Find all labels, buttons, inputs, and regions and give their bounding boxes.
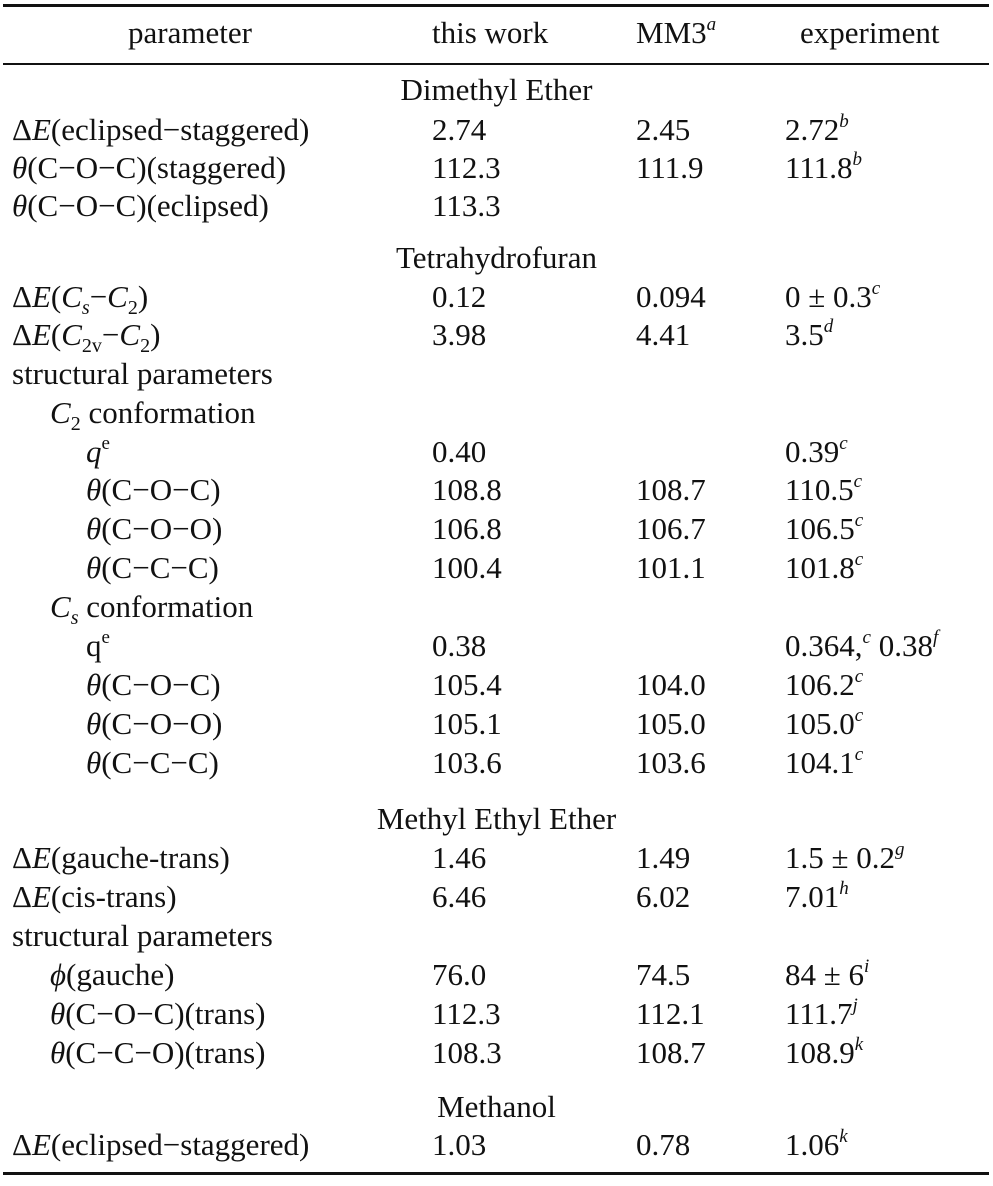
table-row xyxy=(0,877,993,917)
table-row xyxy=(0,665,993,705)
mm3-value: 106.7 xyxy=(636,511,706,546)
this-work-value: 2.74 xyxy=(432,112,487,147)
this-work-value: 113.3 xyxy=(432,188,501,223)
mm3-value: 103.6 xyxy=(636,745,706,780)
this-work-value: 103.6 xyxy=(432,745,502,780)
subheading-cs-conformation: $C_s$ conformation xyxy=(50,589,254,629)
parameter-label: $q^e$ xyxy=(86,627,110,663)
mm3-value: 4.41 xyxy=(636,317,691,352)
mm3-value: 0.78 xyxy=(636,1127,691,1162)
this-work-value: 76.0 xyxy=(432,957,487,992)
table-row xyxy=(0,393,993,433)
parameter-label: θ(C−O−C)(trans) xyxy=(50,996,266,1031)
this-work-value: 108.3 xyxy=(432,1035,502,1070)
table-row xyxy=(0,994,993,1034)
experiment-value: $84 \pm 6^i$ xyxy=(785,956,870,992)
parameter-label: $q^e$ xyxy=(86,433,110,469)
experiment-value: 1.5 ± 0.2$^g$ xyxy=(785,839,905,875)
this-work-value: 1.03 xyxy=(432,1127,487,1162)
this-work-value: 108.8 xyxy=(432,472,502,507)
parameter-label: θ(C−C−O)(trans) xyxy=(50,1035,266,1070)
parameter-label: ϕ(gauche) xyxy=(50,957,175,992)
section-heading-tetrahydrofuran: Tetrahydrofuran xyxy=(396,240,597,275)
header-parameter: parameter xyxy=(128,15,252,50)
experiment-value: 0.364,$^c$ 0.38$^f$ xyxy=(785,627,939,663)
table-row xyxy=(0,626,993,666)
table-row xyxy=(0,277,993,317)
section-heading-methanol: Methanol xyxy=(437,1089,556,1124)
mm3-value: 0.094 xyxy=(636,279,706,314)
section-heading-dimethyl-ether: Dimethyl Ether xyxy=(400,72,593,107)
this-work-value: 106.8 xyxy=(432,511,502,546)
table-row xyxy=(0,587,993,627)
this-work-value: 100.4 xyxy=(432,550,502,585)
mm3-value: 111.9 xyxy=(636,150,704,185)
experiment-value: 0 ± 0.3$^c$ xyxy=(785,278,881,314)
this-work-value: 6.46 xyxy=(432,879,487,914)
mm3-value: 1.49 xyxy=(636,840,691,875)
mm3-value: 108.7 xyxy=(636,472,706,507)
parameter-label: $\Delta E(C_{2v}-C_2)$ xyxy=(12,317,161,357)
table-row xyxy=(0,838,993,878)
mm3-value: 105.0 xyxy=(636,706,706,741)
experiment-value: 111.8$^b$ xyxy=(785,149,862,185)
parameter-label: θ(C−O−C)(staggered) xyxy=(12,150,287,185)
table-row xyxy=(0,315,993,355)
experiment-value: 106.5$^c$ xyxy=(785,510,864,546)
table-row xyxy=(0,743,993,783)
table-bottom-rule xyxy=(3,1172,989,1175)
parameter-label: ΔE(eclipsed−staggered) xyxy=(12,112,310,147)
table-row xyxy=(0,1125,993,1165)
experiment-value: 111.7$^j$ xyxy=(785,995,858,1031)
mm3-value: 108.7 xyxy=(636,1035,706,1070)
experiment-value: 106.2$^c$ xyxy=(785,666,864,702)
parameter-label: θ(C−O−O) xyxy=(86,706,223,741)
this-work-value: 112.3 xyxy=(432,996,501,1031)
this-work-value: 105.4 xyxy=(432,667,502,702)
table-row xyxy=(0,509,993,549)
parameter-label: θ(C−O−O) xyxy=(86,511,223,546)
table-top-rule xyxy=(3,4,989,7)
table-row xyxy=(0,955,993,995)
this-work-value: 0.12 xyxy=(432,279,487,314)
table-row xyxy=(0,148,993,188)
parameter-label: θ(C−C−C) xyxy=(86,550,219,585)
table-row xyxy=(0,1033,993,1073)
mm3-value: 2.45 xyxy=(636,112,691,147)
table-row xyxy=(0,548,993,588)
parameter-label: θ(C−O−C)(eclipsed) xyxy=(12,188,269,223)
this-work-value: 112.3 xyxy=(432,150,501,185)
experiment-value: 105.0$^c$ xyxy=(785,705,864,741)
mm3-value: 104.0 xyxy=(636,667,706,702)
parameter-label: ΔE(gauche-trans) xyxy=(12,840,230,875)
experiment-value: 3.5$^d$ xyxy=(785,316,834,352)
subheading-structural-parameters: structural parameters xyxy=(12,356,273,391)
experiment-value: 1.06$^k$ xyxy=(785,1126,848,1162)
table-row xyxy=(0,704,993,744)
experiment-value: 104.1$^c$ xyxy=(785,744,864,780)
table-row xyxy=(0,432,993,472)
parameter-label: $\Delta E(C_s-C_2)$ xyxy=(12,279,149,319)
mm3-value: 101.1 xyxy=(636,550,706,585)
table-row xyxy=(0,110,993,150)
experiment-value: 110.5$^c$ xyxy=(785,471,863,507)
table-row xyxy=(0,470,993,510)
header-this-work: this work xyxy=(432,15,549,50)
parameter-label: θ(C−O−C) xyxy=(86,472,221,507)
this-work-value: 1.46 xyxy=(432,840,487,875)
parameter-label: θ(C−C−C) xyxy=(86,745,219,780)
experiment-value: 101.8$^c$ xyxy=(785,549,864,585)
table-row xyxy=(0,186,993,226)
mm3-value: 74.5 xyxy=(636,957,691,992)
table-header-row xyxy=(0,13,993,53)
experiment-value: 108.9$^k$ xyxy=(785,1034,864,1070)
experiment-value: 2.72$^b$ xyxy=(785,111,849,147)
experiment-value: 7.01$^h$ xyxy=(785,878,849,914)
header-mm3: MM3$^a$ xyxy=(636,14,717,50)
parameter-label: ΔE(eclipsed−staggered) xyxy=(12,1127,310,1162)
mm3-value: 112.1 xyxy=(636,996,705,1031)
subheading-c2-conformation: $C_2$ conformation xyxy=(50,395,256,435)
section-heading-methyl-ethyl-ether: Methyl Ethyl Ether xyxy=(376,801,617,836)
subheading-structural-parameters: structural parameters xyxy=(12,918,273,953)
mm3-value: 6.02 xyxy=(636,879,691,914)
parameter-label: ΔE(cis-trans) xyxy=(12,879,177,914)
table-header-rule xyxy=(3,63,989,65)
table-row xyxy=(0,916,993,956)
parameter-label: θ(C−O−C) xyxy=(86,667,221,702)
this-work-value: 105.1 xyxy=(432,706,502,741)
this-work-value: 0.38 xyxy=(432,628,487,663)
experiment-value: 0.39$^c$ xyxy=(785,433,848,469)
header-experiment: experiment xyxy=(800,15,940,50)
table-row xyxy=(0,354,993,394)
this-work-value: 0.40 xyxy=(432,434,487,469)
this-work-value: 3.98 xyxy=(432,317,487,352)
